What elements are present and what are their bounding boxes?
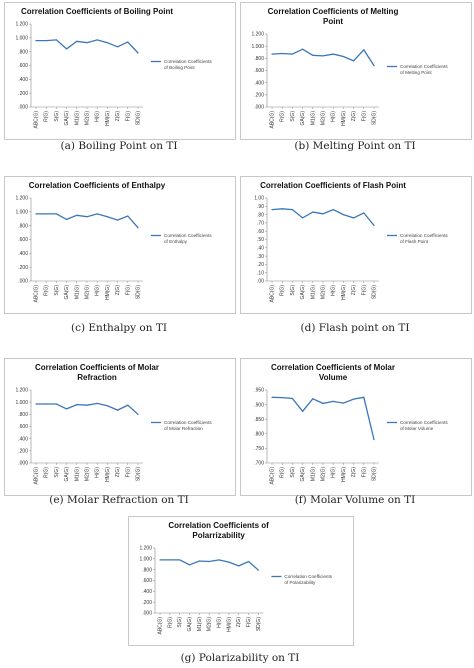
x-tick-label: GA(G) xyxy=(300,111,307,126)
y-tick-label: 1.200 xyxy=(15,21,28,28)
x-tick-label: HM(G) xyxy=(226,617,233,632)
data-point xyxy=(117,220,118,221)
data-point xyxy=(258,570,259,571)
caption-f: (f) Molar Volume on TI xyxy=(294,494,416,506)
x-tick-label: ABC(G) xyxy=(269,285,276,303)
data-point xyxy=(97,403,98,404)
x-tick-label: Z(G) xyxy=(351,467,358,478)
x-tick-label: H(G) xyxy=(94,111,101,122)
chart-svg xyxy=(5,177,235,313)
caption-d: (d) Flash point on TI xyxy=(300,322,410,334)
x-tick-label: R(G) xyxy=(279,111,286,122)
x-tick-label: SD(G) xyxy=(371,111,378,126)
chart-flash-point xyxy=(240,176,472,314)
legend-label: Correlation Coefficients xyxy=(400,233,448,239)
data-point xyxy=(302,217,303,218)
x-tick-label: R(G) xyxy=(279,285,286,296)
x-tick-label: ABC(G) xyxy=(269,467,276,485)
y-tick-label: .400 xyxy=(18,77,28,84)
data-point xyxy=(56,213,57,214)
legend-label: Correlation Coefficients xyxy=(164,420,212,426)
legend-label: Correlation Coefficients xyxy=(284,574,333,580)
y-tick-label: .000 xyxy=(18,460,28,467)
x-tick-label: ABC(G) xyxy=(33,111,40,129)
data-point xyxy=(35,40,36,41)
chart-title: Correlation Coefficients of Molar xyxy=(270,363,396,372)
x-tick-label: Z(G) xyxy=(351,285,358,296)
y-tick-label: .850 xyxy=(254,416,264,423)
y-tick-label: .800 xyxy=(18,49,28,56)
chart-polarizability xyxy=(128,516,354,646)
data-point xyxy=(282,53,283,54)
x-tick-label: SD(G) xyxy=(255,617,262,632)
y-tick-label: .000 xyxy=(18,104,28,111)
y-tick-label: 1.200 xyxy=(15,387,28,394)
data-point xyxy=(86,216,87,217)
data-point xyxy=(56,39,57,40)
data-point xyxy=(343,56,344,57)
data-point xyxy=(76,215,77,216)
chart-title: Correlation Coefficients of Melting xyxy=(267,7,399,16)
x-tick-label: ABC(G) xyxy=(269,111,276,129)
y-tick-label: .80 xyxy=(257,212,264,219)
data-point xyxy=(137,52,138,53)
x-tick-label: R(G) xyxy=(43,111,50,122)
x-tick-label: M1(G) xyxy=(74,467,81,482)
y-tick-label: .600 xyxy=(18,237,28,244)
y-tick-label: .400 xyxy=(18,436,28,443)
data-point xyxy=(169,559,170,560)
data-point xyxy=(353,217,354,218)
y-tick-label: .950 xyxy=(254,387,264,394)
x-tick-label: M2(G) xyxy=(206,617,213,632)
x-tick-label: Z(G) xyxy=(236,617,243,628)
y-tick-label: .70 xyxy=(257,220,264,227)
x-tick-label: F(G) xyxy=(246,617,253,628)
x-tick-label: M2(G) xyxy=(320,285,327,300)
x-tick-label: ABC(G) xyxy=(33,285,40,303)
y-tick-label: .200 xyxy=(254,92,264,99)
data-point xyxy=(353,60,354,61)
y-tick-label: 1.200 xyxy=(139,545,152,552)
data-point xyxy=(292,53,293,54)
data-point xyxy=(86,405,87,406)
data-point xyxy=(189,564,190,565)
data-point xyxy=(292,209,293,210)
chart-title: Correlation Coefficients of Molar xyxy=(34,363,160,372)
data-point xyxy=(97,213,98,214)
chart-molar-refraction xyxy=(4,358,236,496)
x-tick-label: S(G) xyxy=(53,467,60,478)
data-point xyxy=(363,397,364,398)
y-tick-label: .000 xyxy=(254,104,264,111)
x-tick-label: S(G) xyxy=(289,467,296,478)
data-point xyxy=(66,48,67,49)
y-tick-label: 1.200 xyxy=(251,31,264,38)
x-tick-label: M1(G) xyxy=(310,111,317,126)
x-tick-label: R(G) xyxy=(43,285,50,296)
y-tick-label: .900 xyxy=(254,402,264,409)
data-point xyxy=(363,49,364,50)
y-tick-label: .20 xyxy=(257,262,264,269)
data-point xyxy=(159,559,160,560)
legend-label: Correlation Coefficients xyxy=(164,233,212,239)
data-point xyxy=(209,561,210,562)
data-point xyxy=(292,398,293,399)
y-tick-label: 1.000 xyxy=(15,399,28,406)
x-tick-label: M1(G) xyxy=(74,285,81,300)
x-tick-label: M2(G) xyxy=(84,467,91,482)
data-point xyxy=(271,397,272,398)
chart-boiling-point xyxy=(4,2,236,140)
chart-title: Refraction xyxy=(77,373,117,382)
legend-label: of Enthalpy xyxy=(164,239,187,245)
series-line xyxy=(36,214,138,228)
data-point xyxy=(137,227,138,228)
x-tick-label: F(G) xyxy=(361,467,368,478)
x-tick-label: M1(G) xyxy=(196,617,203,632)
data-point xyxy=(343,403,344,404)
series-line xyxy=(272,209,374,226)
y-tick-label: .600 xyxy=(18,63,28,70)
x-tick-label: SD(G) xyxy=(371,285,378,300)
y-tick-label: .800 xyxy=(18,412,28,419)
data-point xyxy=(238,565,239,566)
y-tick-label: .800 xyxy=(254,56,264,63)
chart-svg xyxy=(129,517,353,645)
data-point xyxy=(46,40,47,41)
x-tick-label: H(G) xyxy=(94,467,101,478)
data-point xyxy=(302,49,303,50)
chart-title: Correlation Coefficients of xyxy=(168,521,269,530)
y-tick-label: .30 xyxy=(257,253,264,260)
x-tick-label: HM(G) xyxy=(104,285,111,300)
x-tick-label: S(G) xyxy=(53,111,60,122)
data-point xyxy=(35,403,36,404)
legend-label: of Polarizability xyxy=(284,580,316,586)
data-point xyxy=(137,414,138,415)
y-tick-label: .400 xyxy=(254,80,264,87)
data-point xyxy=(107,42,108,43)
y-tick-label: .60 xyxy=(257,228,264,235)
legend-label: of Molar Volume xyxy=(400,426,434,432)
x-tick-label: H(G) xyxy=(94,285,101,296)
y-tick-label: .200 xyxy=(18,90,28,97)
x-tick-label: S(G) xyxy=(177,617,184,628)
chart-title: Volume xyxy=(318,373,348,382)
data-point xyxy=(179,559,180,560)
y-tick-label: .90 xyxy=(257,204,264,210)
data-point xyxy=(127,405,128,406)
data-point xyxy=(35,213,36,214)
y-tick-label: 1.00 xyxy=(254,195,264,202)
data-point xyxy=(312,212,313,213)
x-tick-label: GA(G) xyxy=(64,111,71,126)
x-tick-label: S(G) xyxy=(289,111,296,122)
y-tick-label: .400 xyxy=(18,251,28,258)
chart-melting-point xyxy=(240,2,472,140)
x-tick-label: Z(G) xyxy=(115,285,122,296)
data-point xyxy=(282,208,283,209)
data-point xyxy=(271,209,272,210)
y-tick-label: .200 xyxy=(18,448,28,455)
legend-label: of Molar Refraction xyxy=(164,426,203,432)
caption-b: (b) Melting Point on TI xyxy=(294,140,416,152)
legend-label: Correlation Coefficients xyxy=(400,420,448,426)
data-point xyxy=(76,404,77,405)
data-point xyxy=(312,55,313,56)
x-tick-label: Z(G) xyxy=(351,111,358,122)
y-tick-label: .750 xyxy=(254,446,264,453)
y-tick-label: .800 xyxy=(254,431,264,438)
legend-label: Correlation Coefficients xyxy=(400,64,448,70)
y-tick-label: 1.000 xyxy=(251,43,264,50)
data-point xyxy=(363,212,364,213)
data-point xyxy=(56,403,57,404)
x-tick-label: HM(G) xyxy=(104,467,111,482)
x-tick-label: ABC(G) xyxy=(157,617,164,635)
y-tick-label: .800 xyxy=(18,223,28,230)
chart-svg xyxy=(5,3,235,139)
chart-svg xyxy=(241,359,471,495)
y-tick-label: .600 xyxy=(18,424,28,431)
x-tick-label: SD(G) xyxy=(135,111,142,126)
data-point xyxy=(343,214,344,215)
data-point xyxy=(373,439,374,440)
data-point xyxy=(373,225,374,226)
data-point xyxy=(107,216,108,217)
y-tick-label: 1.000 xyxy=(15,35,28,42)
data-point xyxy=(248,561,249,562)
x-tick-label: R(G) xyxy=(43,467,50,478)
data-point xyxy=(46,403,47,404)
data-point xyxy=(97,39,98,40)
data-point xyxy=(127,41,128,42)
data-point xyxy=(353,398,354,399)
y-tick-label: .00 xyxy=(257,278,264,285)
x-tick-label: M1(G) xyxy=(310,467,317,482)
caption-e: (e) Molar Refraction on TI xyxy=(49,494,189,506)
x-tick-label: SD(G) xyxy=(371,467,378,482)
x-tick-label: R(G) xyxy=(279,467,286,478)
chart-svg xyxy=(5,359,235,495)
data-point xyxy=(271,53,272,54)
caption-g: (g) Polarizability on TI xyxy=(180,652,300,664)
x-tick-label: H(G) xyxy=(330,285,337,296)
x-tick-label: GA(G) xyxy=(300,467,307,482)
data-point xyxy=(76,41,77,42)
chart-title: Correlation Coefficients of Enthalpy xyxy=(28,181,166,190)
x-tick-label: F(G) xyxy=(125,285,132,296)
chart-enthalpy xyxy=(4,176,236,314)
data-point xyxy=(117,46,118,47)
chart-title: Correlation Coefficients of Boiling Point xyxy=(21,7,173,16)
y-tick-label: 1.000 xyxy=(15,209,28,216)
x-tick-label: Z(G) xyxy=(115,467,122,478)
x-tick-label: F(G) xyxy=(125,467,132,478)
y-tick-label: .50 xyxy=(257,237,264,244)
chart-svg xyxy=(241,177,471,313)
data-point xyxy=(46,213,47,214)
y-tick-label: .40 xyxy=(257,245,264,252)
legend-label: of Melting Point xyxy=(400,70,432,76)
x-tick-label: SD(G) xyxy=(135,285,142,300)
x-tick-label: F(G) xyxy=(125,111,132,122)
data-point xyxy=(312,398,313,399)
data-point xyxy=(333,53,334,54)
data-point xyxy=(333,401,334,402)
y-tick-label: .200 xyxy=(142,599,152,606)
data-point xyxy=(302,411,303,412)
chart-title: Polarrizability xyxy=(192,531,245,540)
chart-svg xyxy=(241,3,471,139)
data-point xyxy=(282,397,283,398)
y-tick-label: .600 xyxy=(254,68,264,75)
x-tick-label: M2(G) xyxy=(84,111,91,126)
data-point xyxy=(127,215,128,216)
x-tick-label: HM(G) xyxy=(104,111,111,126)
x-tick-label: M2(G) xyxy=(84,285,91,300)
x-tick-label: H(G) xyxy=(330,467,337,478)
x-tick-label: SD(G) xyxy=(135,467,142,482)
data-point xyxy=(373,65,374,66)
y-tick-label: .800 xyxy=(142,567,152,574)
data-point xyxy=(218,559,219,560)
x-tick-label: M1(G) xyxy=(310,285,317,300)
y-tick-label: 1.000 xyxy=(139,556,152,563)
x-tick-label: M2(G) xyxy=(320,111,327,126)
x-tick-label: R(G) xyxy=(167,617,174,628)
chart-title: Correlation Coefficients of Flash Point xyxy=(260,181,406,190)
data-point xyxy=(322,403,323,404)
data-point xyxy=(322,213,323,214)
x-tick-label: F(G) xyxy=(361,285,368,296)
legend-label: of Boiling Point xyxy=(164,65,195,71)
data-point xyxy=(228,561,229,562)
series-line xyxy=(272,49,374,65)
x-tick-label: ABC(G) xyxy=(33,467,40,485)
y-tick-label: .600 xyxy=(142,578,152,585)
y-tick-label: 1.200 xyxy=(15,195,28,202)
series-line xyxy=(36,40,138,53)
data-point xyxy=(333,209,334,210)
x-tick-label: HM(G) xyxy=(340,285,347,300)
x-tick-label: GA(G) xyxy=(187,617,194,632)
x-tick-label: GA(G) xyxy=(300,285,307,300)
chart-molar-volume xyxy=(240,358,472,496)
y-tick-label: .700 xyxy=(254,460,264,467)
y-tick-label: .000 xyxy=(142,610,152,617)
x-tick-label: GA(G) xyxy=(64,467,71,482)
x-tick-label: HM(G) xyxy=(340,111,347,126)
chart-title: Point xyxy=(323,17,343,26)
legend-label: of Flash Point xyxy=(400,239,429,245)
x-tick-label: GA(G) xyxy=(64,285,71,300)
x-tick-label: HM(G) xyxy=(340,467,347,482)
legend-label: Correlation Coefficients xyxy=(164,59,212,65)
data-point xyxy=(107,405,108,406)
y-tick-label: .400 xyxy=(142,589,152,596)
x-tick-label: Z(G) xyxy=(115,111,122,122)
x-tick-label: H(G) xyxy=(216,617,223,628)
data-point xyxy=(66,219,67,220)
x-tick-label: M2(G) xyxy=(320,467,327,482)
x-tick-label: H(G) xyxy=(330,111,337,122)
y-tick-label: .10 xyxy=(257,270,264,277)
data-point xyxy=(86,42,87,43)
x-tick-label: F(G) xyxy=(361,111,368,122)
y-tick-label: .200 xyxy=(18,264,28,271)
data-point xyxy=(322,55,323,56)
data-point xyxy=(66,408,67,409)
data-point xyxy=(117,409,118,410)
x-tick-label: S(G) xyxy=(289,285,296,296)
caption-a: (a) Boiling Point on TI xyxy=(60,140,178,152)
data-point xyxy=(199,560,200,561)
y-tick-label: .000 xyxy=(18,278,28,285)
x-tick-label: M1(G) xyxy=(74,111,81,126)
x-tick-label: S(G) xyxy=(53,285,60,296)
caption-c: (c) Enthalpy on TI xyxy=(70,322,167,334)
